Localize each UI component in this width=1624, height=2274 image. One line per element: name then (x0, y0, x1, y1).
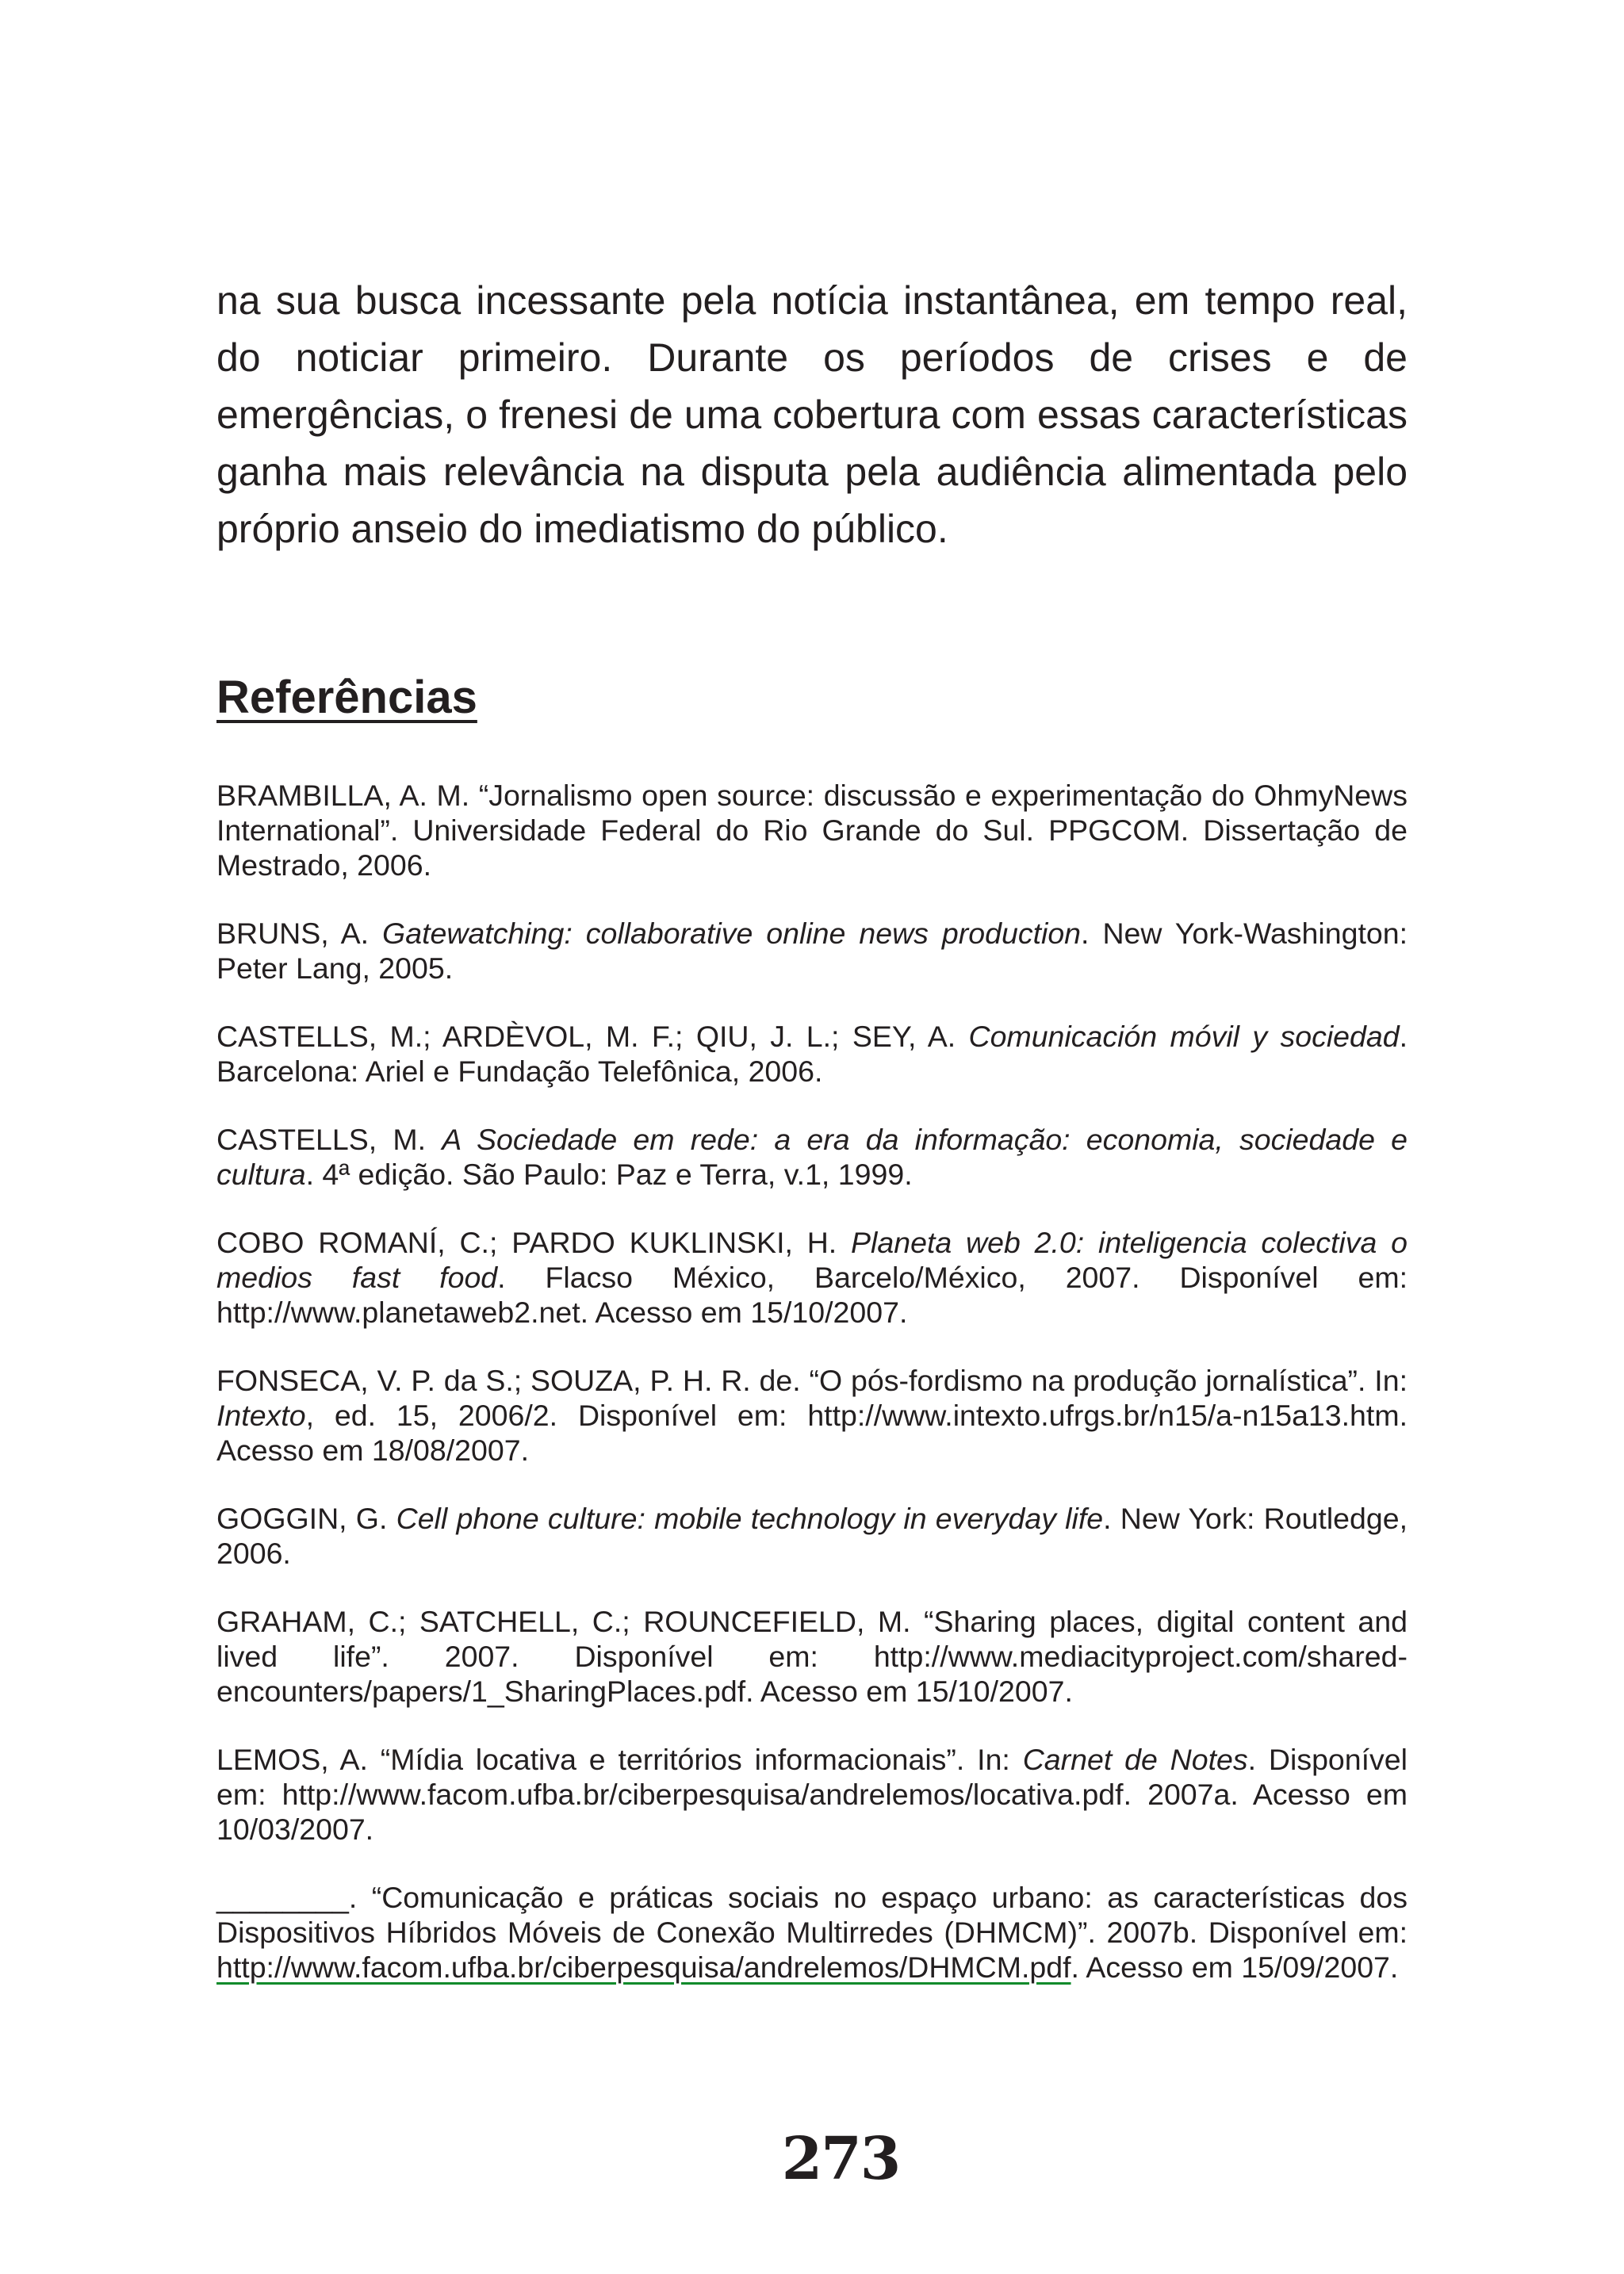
reference-entry-graham (216, 1604, 1408, 1709)
reference-text: FONSECA, V. P. da S.; SOUZA, P. H. R. de. “O pós-fordismo na produção jornalística”. In: (216, 1364, 1408, 1397)
reference-text: . 4ª edição. São Paulo: Paz e Terra, v.1, 1999. (305, 1158, 913, 1191)
reference-text: ________. “Comunicação e práticas sociais no espaço urbano: as características dos Dispositivos Híbridos Móveis de Conexão Multirredes (DHMCM)”. 2007b. Disponível em: (216, 1881, 1408, 1949)
reference-entry-lemos-dhmcm (216, 1880, 1408, 1985)
reference-text: LEMOS, A. “Mídia locativa e territórios informacionais”. In: (216, 1743, 1023, 1776)
reference-entry-castells-ardevol (216, 1019, 1408, 1089)
reference-text: . New York: Routledge, 2006. (216, 1502, 1408, 1570)
reference-text: . Barcelona: Ariel e Fundação Telefônica, 2006. (216, 1020, 1408, 1088)
reference-entry-castells (216, 1122, 1408, 1192)
reference-entry-brambilla (216, 778, 1408, 882)
body-paragraph: na sua busca incessante pela notícia instantânea, em tempo real, do noticiar primeiro. Durante os períodos de crises e de emergências, o frenesi de uma cobertura com essas características ganha mais relevância na disputa pela audiência alimentada pelo próprio anseio do imediatismo do público. (216, 278, 1408, 551)
reference-text: . Acesso em 15/09/2007. (1071, 1951, 1399, 1984)
reference-text: . Disponível em: http://www.facom.ufba.br/ciberpesquisa/andrelemos/locativa.pdf. 2007a. Acesso em 10/03/2007. (216, 1743, 1408, 1846)
reference-text: CASTELLS, M. (216, 1123, 442, 1156)
reference-text: . New York-Washington: Peter Lang, 2005. (216, 917, 1408, 985)
page-content (216, 272, 1408, 1984)
reference-title: Planeta web 2.0: inteligencia colectiva o medios fast food (216, 1226, 1408, 1294)
reference-text: GOGGIN, G. (216, 1502, 396, 1535)
reference-entry-bruns (216, 916, 1408, 986)
reference-entry-lemos-locativa (216, 1742, 1408, 1847)
section-heading-references: Referências (216, 672, 477, 723)
reference-text: COBO ROMANÍ, C.; PARDO KUKLINSKI, H. (216, 1226, 852, 1259)
reference-title: Gatewatching: collaborative online news production (382, 917, 1082, 950)
reference-title: Intexto (216, 1399, 306, 1432)
reference-text: BRAMBILLA, A. M. “Jornalismo open source: discussão e experimentação do OhmyNews International”. Universidade Federal do Rio Grande do Sul. PPGCOM. Dissertação de Mestrado, 2006. (216, 779, 1408, 882)
reference-entry-cobo-romani (216, 1225, 1408, 1330)
reference-text: CASTELLS, M.; ARDÈVOL, M. F.; QIU, J. L.; SEY, A. (216, 1020, 969, 1053)
reference-text: , ed. 15, 2006/2. Disponível em: http://www.intexto.ufrgs.br/n15/a-n15a13.htm. Acesso em 18/08/2007. (216, 1399, 1408, 1467)
reference-entry-fonseca (216, 1363, 1408, 1468)
references-list (216, 778, 1408, 2018)
reference-entry-goggin (216, 1501, 1408, 1571)
page-number: 273 (781, 2125, 900, 2193)
reference-title: Comunicación móvil y sociedad (968, 1020, 1400, 1053)
reference-title: A Sociedade em rede: a era da informação: economia, sociedade e cultura (216, 1123, 1408, 1191)
reference-link[interactable]: http://www.facom.ufba.br/ciberpesquisa/andrelemos/DHMCM.pdf (216, 1951, 1071, 1984)
reference-title: Cell phone culture: mobile technology in everyday life (396, 1502, 1104, 1535)
reference-text: BRUNS, A. (216, 917, 383, 950)
reference-text: . Flacso México, Barcelo/México, 2007. Disponível em: http://www.planetaweb2.net. Acesso em 15/10/2007. (216, 1261, 1408, 1329)
reference-title: Carnet de Notes (1022, 1743, 1248, 1776)
reference-text: GRAHAM, C.; SATCHELL, C.; ROUNCEFIELD, M. “Sharing places, digital content and lived life”. 2007. Disponível em: http://www.mediacityproject.com/shared-encounters/papers/1_SharingPlaces.pdf. Acesso em 15/10/2007. (216, 1605, 1408, 1708)
